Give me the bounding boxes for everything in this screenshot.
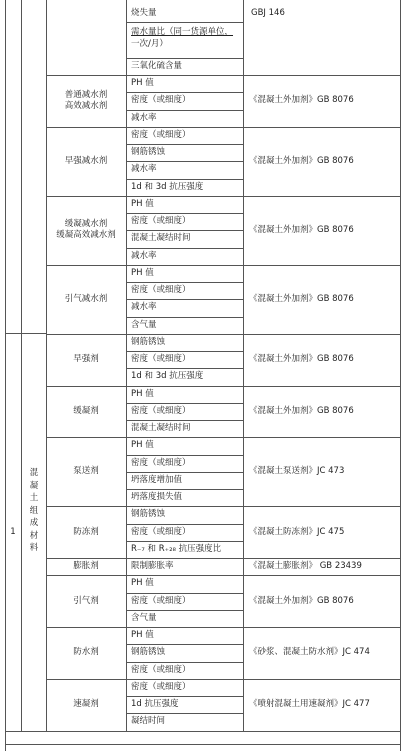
item-row-divider bbox=[126, 472, 243, 473]
item-row-divider bbox=[126, 110, 243, 111]
additive-name: 引气减水剂 bbox=[64, 293, 108, 304]
additive-name: 防水剂 bbox=[73, 647, 99, 658]
test-item: PH 值 bbox=[131, 198, 154, 209]
item-row-divider bbox=[126, 92, 243, 93]
additive-name: 缓凝剂 bbox=[73, 405, 99, 416]
item-row-divider bbox=[126, 230, 243, 231]
test-item: 密度（或细度） bbox=[131, 457, 191, 468]
item-row-divider bbox=[126, 248, 243, 249]
item-row-divider bbox=[126, 524, 243, 525]
item-row-divider bbox=[126, 317, 243, 318]
test-item: 密度（或细度） bbox=[131, 664, 191, 675]
test-item: 钢筋锈蚀 bbox=[131, 509, 166, 520]
test-item: 密度（或细度） bbox=[131, 526, 191, 537]
test-item: 坍落度损失值 bbox=[131, 492, 183, 502]
test-item: 减水率 bbox=[131, 112, 157, 123]
item-row-divider bbox=[126, 403, 243, 404]
item-row-divider bbox=[126, 420, 243, 421]
test-item: 需水量比（同一货源单位，一次/月） bbox=[131, 27, 234, 50]
additive-name: 泵送剂 bbox=[73, 466, 99, 477]
test-item: PH 值 bbox=[131, 630, 154, 640]
standard-ref: 《混凝土膨胀剂》 GB 23439 bbox=[249, 561, 362, 572]
item-row-divider bbox=[126, 455, 243, 456]
test-item: 密度（或细度） bbox=[131, 405, 191, 416]
row-index: 1 bbox=[10, 526, 16, 537]
test-item: 三氧化硫含量 bbox=[131, 60, 183, 71]
footer-row-border bbox=[5, 744, 400, 745]
standard-ref: 《喷射混凝土用速凝剂》JC 477 bbox=[249, 699, 370, 710]
test-item: 限制膨胀率 bbox=[131, 561, 174, 571]
test-item: 密度（或细度） bbox=[131, 681, 191, 692]
additive-name: 缓凝减水剂 缓凝高效减水剂 bbox=[56, 219, 116, 241]
standard-ref: 《混凝土外加剂》GB 8076 bbox=[249, 95, 354, 106]
test-item: 混凝土凝结时间 bbox=[131, 423, 191, 433]
item-row-divider bbox=[126, 213, 243, 214]
test-item: 凝结时间 bbox=[131, 716, 166, 727]
standard-ref: 《砂浆、混凝土防水剂》JC 474 bbox=[249, 647, 370, 658]
item-row-divider bbox=[126, 351, 243, 352]
item-row-divider bbox=[126, 368, 243, 369]
item-row-divider bbox=[126, 299, 243, 300]
item-row-divider bbox=[126, 610, 243, 611]
index-col-border bbox=[21, 0, 22, 731]
test-item: 烧失量 bbox=[131, 8, 157, 18]
item-row-divider bbox=[126, 144, 243, 145]
test-item: R₋₇ 和 R₊₂₈ 抗压强度比 bbox=[131, 543, 222, 554]
test-item: 1d 和 3d 抗压强度 bbox=[131, 181, 204, 192]
standard-ref: 《混凝土外加剂》GB 8076 bbox=[249, 293, 354, 304]
test-item: 密度（或细度） bbox=[131, 129, 191, 140]
test-item: 含气量 bbox=[131, 319, 157, 330]
test-item: 减水率 bbox=[131, 164, 157, 175]
test-item: 钢筋锈蚀 bbox=[131, 647, 166, 658]
additive-name: 早强剂 bbox=[73, 354, 99, 365]
test-item: 钢筋锈蚀 bbox=[131, 147, 166, 157]
additive-name: 引气剂 bbox=[73, 595, 99, 606]
test-item: 含气量 bbox=[131, 612, 157, 623]
test-item: PH 值 bbox=[131, 578, 154, 589]
standard-ref: GBJ 146 bbox=[251, 8, 285, 18]
additive-name: 普通减水剂 高效减水剂 bbox=[64, 89, 108, 111]
test-item: PH 值 bbox=[131, 388, 154, 399]
test-item: 减水率 bbox=[131, 302, 157, 313]
test-item: 密度（或细度） bbox=[131, 285, 191, 295]
item-row-divider bbox=[126, 593, 243, 594]
standard-ref: 《混凝土外加剂》GB 8076 bbox=[249, 224, 354, 235]
item-row-divider bbox=[126, 179, 243, 180]
test-item: 密度（或细度） bbox=[131, 595, 191, 606]
standard-ref: 《混凝土外加剂》GB 8076 bbox=[249, 405, 354, 416]
test-item: 减水率 bbox=[131, 250, 157, 261]
additive-name: 膨胀剂 bbox=[73, 561, 99, 572]
test-item: 密度（或细度） bbox=[131, 354, 191, 364]
item-row-divider bbox=[126, 662, 243, 663]
category-label: 混 凝 土 组 成 材 料 bbox=[29, 468, 39, 553]
test-item: 1d 和 3d 抗压强度 bbox=[131, 371, 204, 382]
additive-name: 防冻剂 bbox=[73, 526, 99, 537]
item-row-divider bbox=[126, 713, 243, 714]
test-item: PH 值 bbox=[131, 267, 154, 278]
test-item: PH 值 bbox=[131, 78, 154, 88]
item-row-divider bbox=[126, 489, 243, 490]
item-col-border bbox=[243, 0, 244, 731]
test-item: 密度（或细度） bbox=[131, 216, 191, 226]
additive-name: 速凝剂 bbox=[73, 699, 99, 710]
item-row-divider bbox=[126, 58, 243, 59]
item-row-divider bbox=[126, 541, 243, 542]
test-item: PH 值 bbox=[131, 440, 154, 451]
additive-name: 早强减水剂 bbox=[64, 155, 108, 166]
item-row-divider bbox=[126, 644, 243, 645]
test-item: 密度（或细度） bbox=[131, 95, 191, 106]
test-item: 混凝土凝结时间 bbox=[131, 233, 191, 244]
table-right-border bbox=[400, 0, 401, 751]
standard-ref: 《混凝土泵送剂》JC 473 bbox=[249, 466, 345, 477]
test-item: 1d 抗压强度 bbox=[131, 699, 179, 709]
item-row-divider bbox=[126, 696, 243, 697]
standard-ref: 《混凝土外加剂》GB 8076 bbox=[249, 155, 354, 166]
standard-ref: 《混凝土防冻剂》JC 475 bbox=[249, 526, 345, 537]
item-row-divider bbox=[126, 161, 243, 162]
item-row-divider bbox=[126, 22, 243, 23]
standard-ref: 《混凝土外加剂》GB 8076 bbox=[249, 354, 354, 365]
table-bottom-border bbox=[5, 731, 400, 732]
test-item: 坍落度增加值 bbox=[131, 474, 183, 485]
item-row-divider bbox=[126, 282, 243, 283]
test-item: 钢筋锈蚀 bbox=[131, 336, 166, 347]
standard-ref: 《混凝土外加剂》GB 8076 bbox=[249, 595, 354, 606]
